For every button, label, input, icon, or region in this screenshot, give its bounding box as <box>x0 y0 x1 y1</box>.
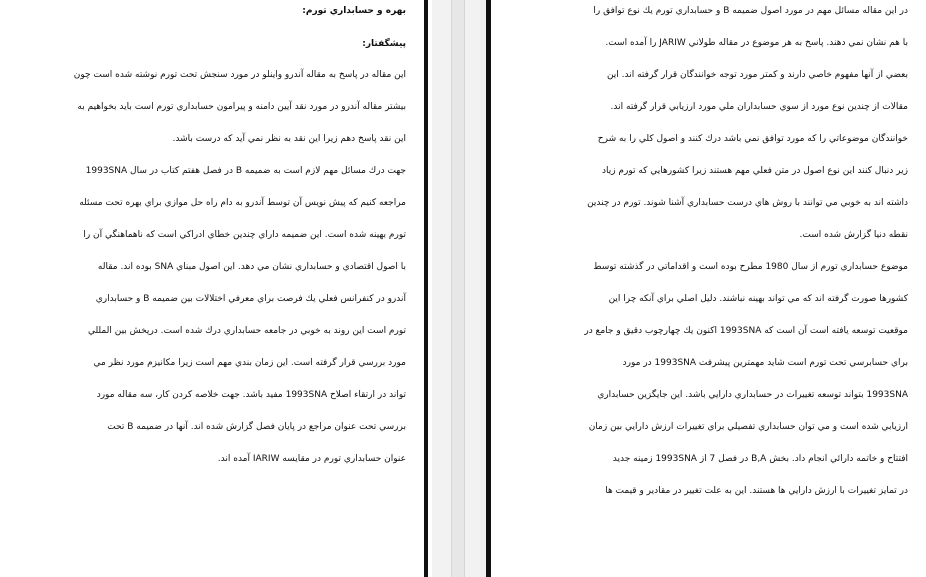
text-line: با اصول اقتصادي و حسابداري نشان مي دهد. اين اصول مبناي SNA بوده اند. مقاله <box>97 262 406 272</box>
text-line: مورد بررسي قرار گرفته است. اين زمان بندي مهم است زيرا مكانيزم مورد نظر مي <box>93 358 406 368</box>
text-line: جهت درك مسائل مهم لازم است به ضميمه B در فصل هفتم كتاب در سال 1993SNA <box>85 166 406 176</box>
text-line: بعضي از آنها مفهوم خاصي دارند و كمتر مورد توجه خوانندگان قرار گرفته اند. اين <box>606 70 908 80</box>
text-line: عنوان حسابداري تورم در مقايسه IARIW آمده اند. <box>217 454 406 464</box>
text-line: در اين مقاله مسائل مهم در مورد اصول ضميمه B و حسابداري تورم يك نوع توافق را <box>593 6 908 16</box>
section-heading: پيشگفتار: <box>362 39 406 49</box>
text-line: نقطه دنيا گزارش شده است. <box>799 230 908 240</box>
text-line: بررسي تحت عنوان مراجع در پايان فصل گزارش شده اند. آنها در ضميمه B تحت <box>107 422 406 432</box>
text-line: بيشتر مقاله آندرو در مورد نقد آيين دامنه و پيرامون حسابداري تورم است بايد بخواهيم به <box>77 102 406 112</box>
text-line: آندرو در كنفرانس فعلي يك فرصت براي معرفي اختلالات بين ضميمه B و حسابداري <box>95 294 406 304</box>
page-edge-right <box>486 0 491 577</box>
text-line: افتتاح و خاتمه دارائي انجام داد. بخش B,A در فصل 7 از 1993SNA زمينه جديد <box>612 454 908 464</box>
text-line: تورم بهينه شده است. اين ضميمه داراي چندين خطاي ادراكي است كه ناهماهنگي آن را <box>83 230 406 240</box>
text-line: اين مقاله در پاسخ به مقاله آندرو واينلو در مورد سنجش تحت تورم نوشته شده است چون <box>73 70 406 80</box>
document-page-right <box>492 0 926 577</box>
text-line: داشته اند به خوبي مي توانند با روش هاي درست حسابداري آشنا شوند. تورم در چندين <box>587 198 908 208</box>
text-line: خوانندگان موضوعاتي را كه مورد توافق نمي باشد درك كنند و اصول كلي را به شرح <box>597 134 908 144</box>
scroll-track[interactable] <box>451 0 465 577</box>
text-line: موقعيت توسعه يافته است آن است كه 1993SNA اكنون يك چهارچوب دقيق و جامع در <box>584 326 908 336</box>
text-line: براي حسابرسي تحت تورم است شايد مهمترين پيشرفت 1993SNA در مورد <box>622 358 908 368</box>
text-line: تورم است اين روند به خوبي در جامعه حسابداري درك شده است. درپخش بين المللي <box>87 326 406 336</box>
document-page-left <box>0 0 424 577</box>
text-line: مقالات از چندين نوع مورد از سوي حسابداران ملي مورد ارزيابي قرار گرفته اند. <box>610 102 908 112</box>
page-edge-left <box>424 0 428 577</box>
text-line: اين نقد پاسخ دهم زيرا اين نقد به نظر نمي آيد كه درست باشد. <box>172 134 406 144</box>
text-line: مراجعه كنيم كه پيش نويس آن توسط آندرو به دام راه حل موازي براي بهره تحت مسئله <box>79 198 406 208</box>
document-title: بهره و حسابداري تورم: <box>302 6 406 16</box>
text-line: تواند در ارتقاء اصلاح 1993SNA مفيد باشد. جهت خلاصه كردن كار، سه مقاله مورد <box>96 390 406 400</box>
text-line: در تمايز تغييرات با ارزش دارايي ها هستند. اين به علت تغيير در مقادير و قيمت ها <box>605 486 908 496</box>
text-line: زير دنبال كنند اين نوع اصول در متن فعلي مهم هستند زيرا كشورهايي كه تورم زياد <box>601 166 908 176</box>
text-line: 1993SNA بتواند توسعه تغييرات در حسابداري دارايي باشد. اين جايگزين حسابداري <box>597 390 908 400</box>
text-line: ارزيابي شده است و مي توان حسابداري تفصيلي براي تغييرات ارزش دارايي بين زمان <box>588 422 908 432</box>
text-line: با هم نشان نمي دهند. پاسخ به هر موضوع در مقاله طولاني JARIW را آمده است. <box>605 38 908 48</box>
text-line: كشورها صورت گرفته اند كه مي تواند بهينه نباشند. دليل اصلي براي آنكه چرا اين <box>608 294 908 304</box>
text-line: موضوع حسابداري تورم از سال 1980 مطرح بوده است و اقداماتي در گذشته توسط <box>593 262 908 272</box>
